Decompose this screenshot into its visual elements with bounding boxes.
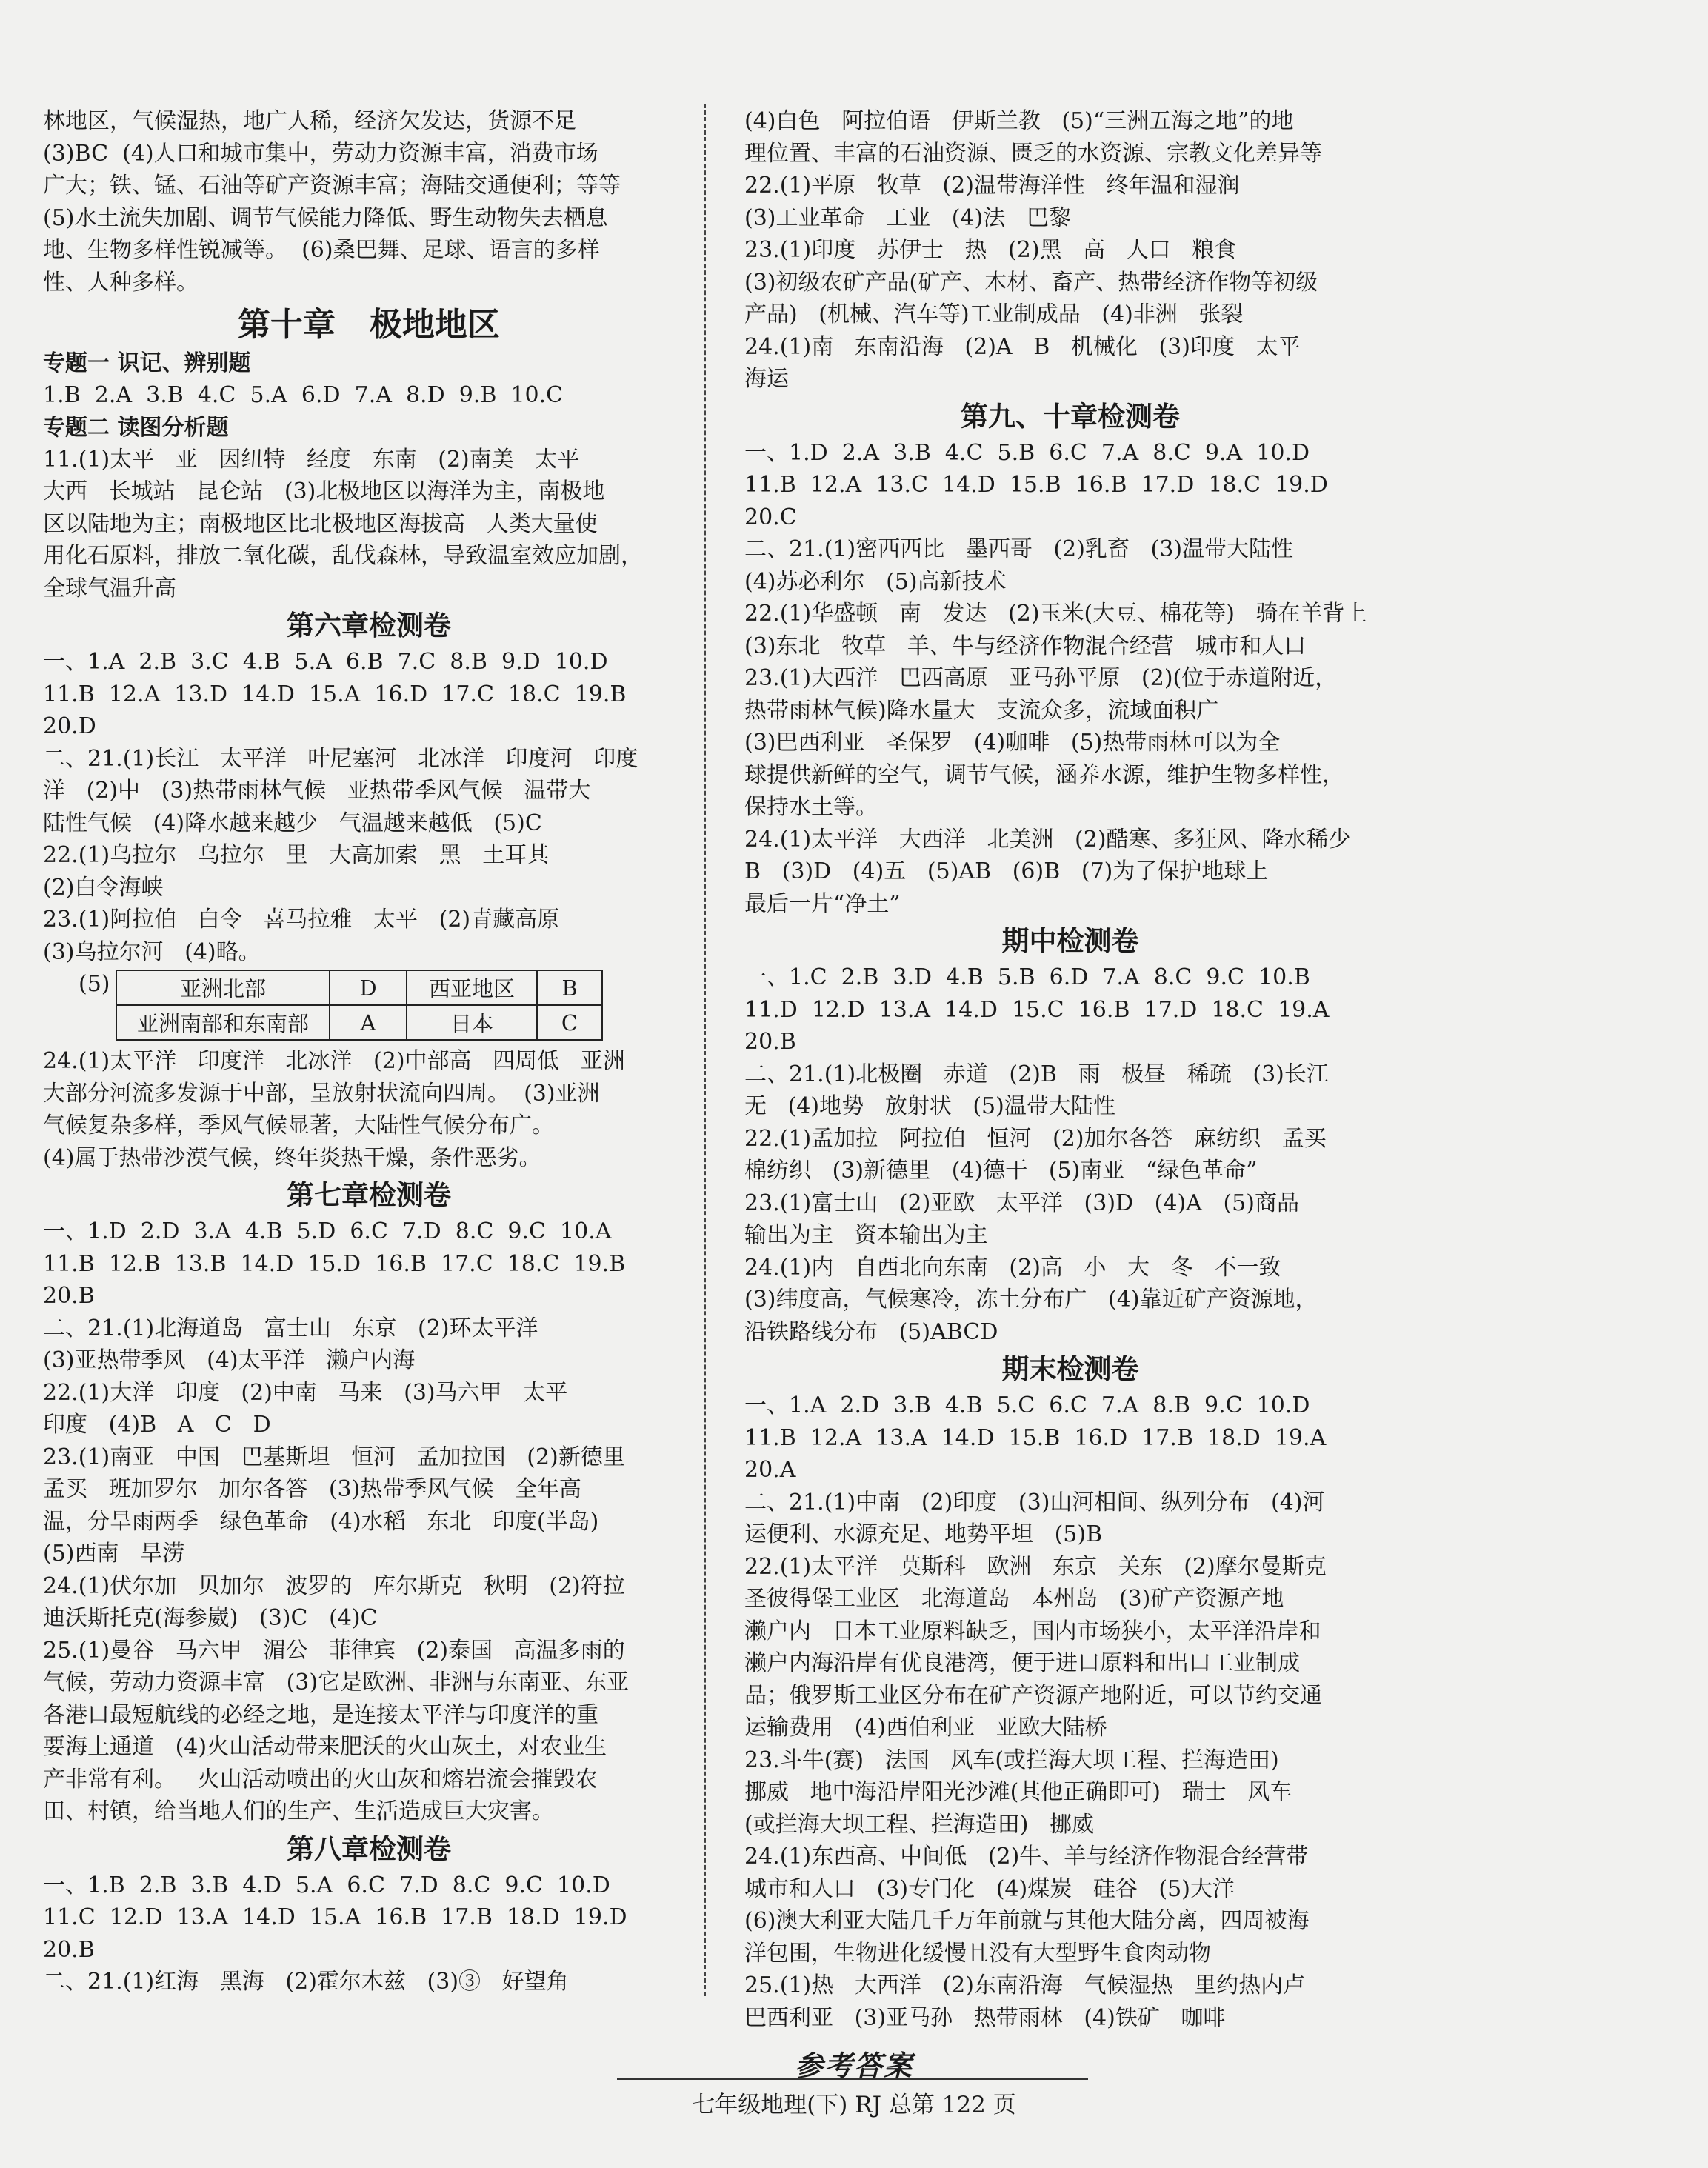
chapter-6-answers: 一、1.A 2.B 3.C 4.B 5.A 6.B 7.C 8.B 9.D 10.D 11.B 12.A 13.D 14.D 15.A 16.D 17.C 18.C 19.B 20.D 二、21.(1)长江 太平洋 叶尼塞河 北冰洋 印度河 印度 洋 (2)中 (3)热带雨林气候 亚热带季风气候 温带大 陆性气候 (4)降水越来越少 气温越来越低 (5)C 22.(1)乌拉尔 乌拉尔 里 大高加索 黑 土耳其 (2)白令海峡 23.(1)阿拉伯 白令 喜马拉雅 太平 (2)青藏高原 (3)乌拉尔河 (4)略。: [43, 649, 638, 965]
prev-chapter-continuation: 林地区，气候湿热，地广人稀，经济欠发达，货源不足 (3)BC (4)人口和城市集中，劳动力资源丰富，消费市场 广大；铁、锰、石油等矿产资源丰富；海陆交通便利；等等 (5)水土流失加剧、调节气候能力降低、野生动物失去栖息 地、生物多样性锐减等。 (6)桑巴舞、足球、语言的多样 性、人种多样。: [43, 108, 621, 296]
footer-page-info: 七年级地理(下) RJ 总第 122 页: [692, 2092, 1016, 2118]
chapter-7-test-title: 第七章检测卷: [287, 1178, 451, 1211]
table-cell: 日本: [407, 1005, 537, 1040]
chapter-10-choice-answers: 1.B 2.A 3.B 4.C 5.A 6.D 7.A 8.D 9.B 10.C: [43, 382, 564, 408]
column-divider: [704, 104, 706, 1996]
footer-title: 参考答案: [794, 2049, 913, 2082]
chapter-6-answers-continued: 24.(1)太平洋 印度洋 北冰洋 (2)中部高 四周低 亚洲 大部分河流多发源于中部，呈放射状流向四周。 (3)亚洲 气候复杂多样，季风气候显著，大陆性气候分布广。 (4)属于热带沙漠气候，终年炎热干燥，条件恶劣。: [43, 1048, 625, 1171]
chapter-9-10-test-title: 第九、十章检测卷: [961, 399, 1180, 433]
right-column: [744, 105, 1396, 2034]
table-cell: B: [537, 970, 602, 1005]
chapter-8-test-title: 第八章检测卷: [287, 1832, 451, 1865]
chapter-8-answers-continued: (4)白色 阿拉伯语 伊斯兰教 (5)“三洲五海之地”的地 理位置、丰富的石油资源、匮乏的水资源、宗教文化差异等 22.(1)平原 牧草 (2)温带海洋性 终年温和湿润 (3)工业革命 工业 (4)法 巴黎 23.(1)印度 苏伊士 热 (2)黑 高 人口 粮食 (3)初级农矿产品(矿产、木材、畜产、热带经济作物等初级 产品) (机械、汽车等)工业制成品 (4)非洲 张裂 24.(1)南 东南沿海 (2)A B 机械化 (3)印度 太平 海运: [744, 108, 1322, 392]
table-question-number: (5): [79, 971, 110, 997]
midterm-answers: 一、1.C 2.B 3.D 4.B 5.B 6.D 7.A 8.C 9.C 10.B 11.D 12.D 13.A 14.D 15.C 16.B 17.D 18.C 19.A 20.B 二、21.(1)北极圈 赤道 (2)B 雨 极昼 稀疏 (3)长江 无 (4)地势 放射状 (5)温带大陆性 22.(1)孟加拉 阿拉伯 恒河 (2)加尔各答 麻纺织 孟买 棉纺织 (3)新德里 (4)德干 (5)南亚 “绿色革命” 23.(1)富士山 (2)亚欧 太平洋 (3)D (4)A (5)商品 输出为主 资本输出为主 24.(1)内 自西北向东南 (2)高 小 大 冬 不一致 (3)纬度高，气候寒冷，冻土分布广 (4)靠近矿产资源地， 沿铁路线分布 (5)ABCD: [744, 964, 1330, 1345]
table-row: [116, 970, 602, 1005]
final-test-title: 期末检测卷: [1001, 1353, 1139, 1385]
table-cell: A: [330, 1005, 407, 1040]
table-cell: C: [537, 1005, 602, 1040]
footer-rule: [617, 2078, 1088, 2080]
table-cell: 西亚地区: [407, 970, 537, 1005]
table-cell: D: [330, 970, 407, 1005]
midterm-test-title: 期中检测卷: [1001, 924, 1139, 957]
chapter-9-10-answers: 一、1.D 2.A 3.B 4.C 5.B 6.C 7.A 8.C 9.A 10.D 11.B 12.A 13.C 14.D 15.B 16.B 17.D 18.C 19.D 20.C 二、21.(1)密西西比 墨西哥 (2)乳畜 (3)温带大陆性 (4)苏必利尔 (5)高新技术 22.(1)华盛顿 南 发达 (2)玉米(大豆、棉花等) 骑在羊背上 (3)东北 牧草 羊、牛与经济作物混合经营 城市和人口 23.(1)大西洋 巴西高原 亚马孙平原 (2)(位于赤道附近， 热带雨林气候)降水量大 支流众多，流域面积广 (3)巴西利亚 圣保罗 (4)咖啡 (5)热带雨林可以为全 球提供新鲜的空气，调节气候，涵养水源，维护生物多样性， 保持水土等。 24.(1)太平洋 大西洋 北美洲 (2)酷寒、多狂风、降水稀少 B (3)D (4)五 (5)AB (6)B (7)为了保护地球上 最后一片“净土”: [744, 439, 1367, 917]
chapter-6-table-row: [43, 968, 695, 1045]
topic-1-heading: 专题一 识记、辨别题: [43, 350, 251, 376]
region-match-table: [116, 970, 603, 1041]
chapter-10-q11-answer: 11.(1)太平 亚 因纽特 经度 东南 (2)南美 太平 大西 长城站 昆仑站 (3)北极地区以海洋为主，南极地 区以陆地为主；南极地区比北极地区海拔高 人类大量使 用化石原料，排放二氧化碳，乱伐森林，导致温室效应加剧， 全球气温升高: [43, 446, 643, 601]
topic-2-heading: 专题二 读图分析题: [43, 414, 229, 441]
chapter-8-answers: 一、1.B 2.B 3.B 4.D 5.A 6.C 7.D 8.C 9.C 10.D 11.C 12.D 13.A 14.D 15.A 16.B 17.B 18.D 19.D 20.B 二、21.(1)红海 黑海 (2)霍尔木兹 (3)③ 好望角: [43, 1872, 627, 1995]
chapter-10-title: 第十章 极地地区: [238, 306, 500, 344]
table-cell: 亚洲南部和东南部: [116, 1005, 330, 1040]
table-cell: 亚洲北部: [116, 970, 330, 1005]
chapter-6-test-title: 第六章检测卷: [287, 609, 451, 641]
left-column: [43, 105, 695, 1998]
chapter-7-answers: 一、1.D 2.D 3.A 4.B 5.D 6.C 7.D 8.C 9.C 10.A 11.B 12.B 13.B 14.D 15.D 16.B 17.C 18.C 19.B 20.B 二、21.(1)北海道岛 富士山 东京 (2)环太平洋 (3)亚热带季风 (4)太平洋 濑户内海 22.(1)大洋 印度 (2)中南 马来 (3)马六甲 太平 印度 (4)B A C D 23.(1)南亚 中国 巴基斯坦 恒河 孟加拉国 (2)新德里 孟买 班加罗尔 加尔各答 (3)热带季风气候 全年高 温，分旱雨两季 绿色革命 (4)水稻 东北 印度(半岛) (5)西南 旱涝 24.(1)伏尔加 贝加尔 波罗的 库尔斯克 秋明 (2)符拉 迪沃斯托克(海参崴) (3)C (4)C 25.(1)曼谷 马六甲 湄公 菲律宾 (2)泰国 高温多雨的 气候，劳动力资源丰富 (3)它是欧洲、非洲与东南亚、东亚 各港口最短航线的必经之地，是连接太平洋与印度洋的重 要海上通道 (4)火山活动带来肥沃的火山灰土，对农业生 产非常有利。 火山活动喷出的火山灰和熔岩流会摧毁农 田、村镇，给当地人们的生产、生活造成巨大灾害。: [43, 1218, 630, 1824]
final-answers: 一、1.A 2.D 3.B 4.B 5.C 6.C 7.A 8.B 9.C 10.D 11.B 12.A 13.A 14.D 15.B 16.D 17.B 18.D 19.A 20.A 二、21.(1)中南 (2)印度 (3)山河相间、纵列分布 (4)河 运便利、水源充足、地势平坦 (5)B 22.(1)太平洋 莫斯科 欧洲 东京 关东 (2)摩尔曼斯克 圣彼得堡工业区 北海道岛 本州岛 (3)矿产资源产地 濑户内 日本工业原料缺乏，国内市场狭小，太平洋沿岸和 濑户内海沿岸有优良港湾，便于进口原料和出口工业制成 品；俄罗斯工业区分布在矿产资源产地附近，可以节约交通 运输费用 (4)西伯利亚 亚欧大陆桥 23.斗牛(赛) 法国 风车(或拦海大坝工程、拦海造田) 挪威 地中海沿岸阳光沙滩(其他正确即可) 瑞士 风车 (或拦海大坝工程、拦海造田) 挪威 24.(1)东西高、中间低 (2)牛、羊与经济作物混合经营带 城市和人口 (3)专门化 (4)煤炭 硅谷 (5)大洋 (6)澳大利亚大陆几千万年前就与其他大陆分离，四周被海 洋包围，生物进化缓慢且没有大型野生食肉动物 25.(1)热 大西洋 (2)东南沿海 气候湿热 里约热内卢 巴西利亚 (3)亚马孙 热带雨林 (4)铁矿 咖啡: [744, 1392, 1327, 2031]
table-row: [116, 1005, 602, 1040]
